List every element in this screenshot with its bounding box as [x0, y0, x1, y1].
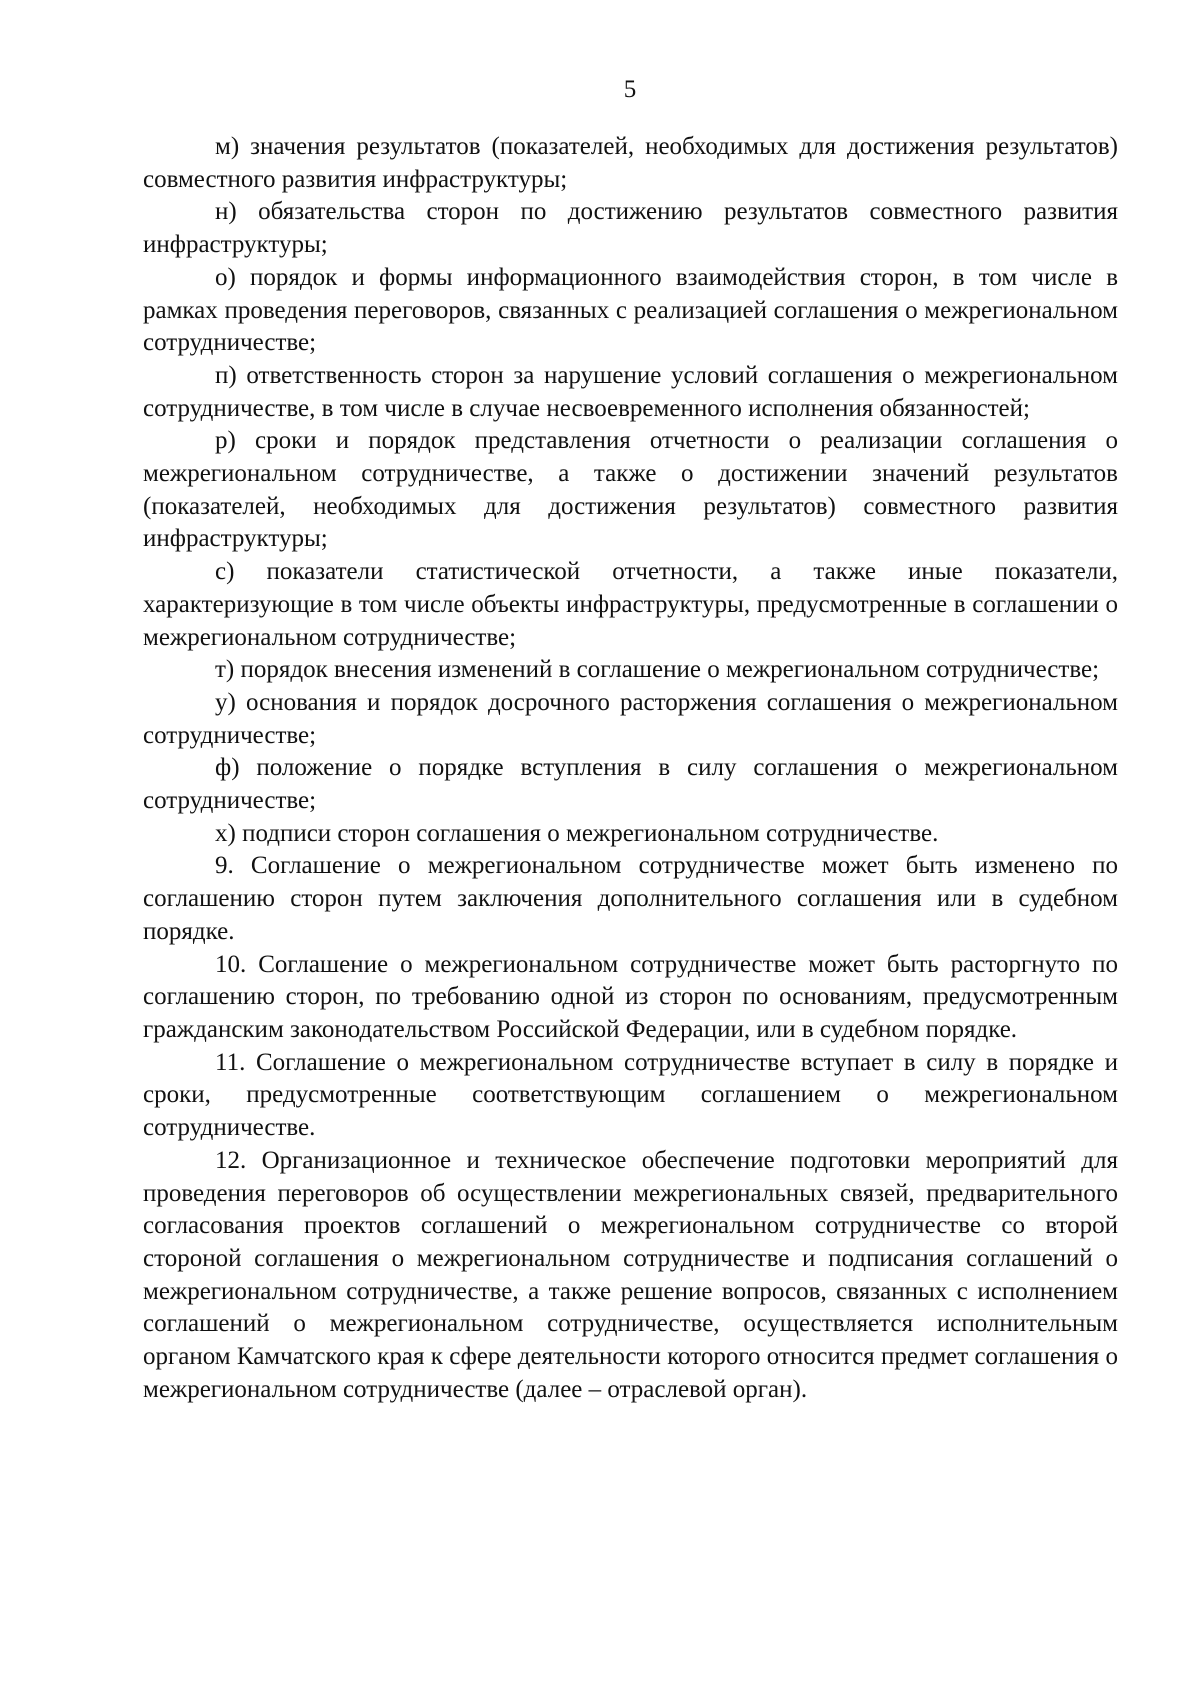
paragraph-t: т) порядок внесения изменений в соглашение о межрегиональном сотрудничестве;: [215, 656, 1100, 684]
paragraph-n: н) обязательства сторон по достижению результатов совместного развития инфраструктуры;: [143, 198, 1118, 259]
clause-9: 9. Соглашение о межрегиональном сотрудничестве может быть изменено по соглашению сторон путем заключения дополнительного соглашения или в судебном порядке.: [143, 852, 1118, 945]
paragraph-m: м) значения результатов (показателей, необходимых для достижения результатов) совместного развития инфраструктуры;: [143, 133, 1118, 193]
document-body: [143, 131, 1118, 1406]
paragraph-u: у) основания и порядок досрочного расторжения соглашения о межрегиональном сотрудничестве;: [143, 688, 1118, 749]
paragraph-f: ф) положение о порядке вступления в силу соглашения о межрегиональном сотрудничестве;: [143, 754, 1118, 815]
paragraph-s: с) показатели статистической отчетности, а также иные показатели, характеризующие в том числе объекты инфраструктуры, предусмотренные в соглашении о межрегиональном сотрудничестве;: [143, 558, 1118, 651]
clause-10: 10. Соглашение о межрегиональном сотрудничестве может быть расторгнуто по соглашению сторон, по требованию одной из сторон по основаниям, предусмотренным гражданским законодательством Российской Федерации, или в судебном порядке.: [143, 950, 1118, 1043]
paragraph-p: п) ответственность сторон за нарушение условий соглашения о межрегиональном сотрудничестве, в том числе в случае несвоевременного исполнения обязанностей;: [143, 361, 1118, 422]
paragraph-r: р) сроки и порядок представления отчетности о реализации соглашения о межрегиональном сотрудничестве, а также о достижении значений результатов (показателей, необходимых для достижения результатов) совместного развития инфраструктуры;: [143, 427, 1118, 553]
paragraph-o: о) порядок и формы информационного взаимодействия сторон, в том числе в рамках проведения переговоров, связанных с реализацией соглашения о межрегиональном сотрудничестве;: [143, 263, 1118, 357]
paragraph-kh: х) подписи сторон соглашения о межрегиональном сотрудничестве.: [215, 819, 939, 847]
page-number: 5: [623, 76, 637, 103]
clause-12: 12. Организационное и техническое обеспечение подготовки мероприятий для проведения переговоров об осуществлении межрегиональных связей, предварительного согласования проектов соглашений о межрегиональном сотрудничестве со второй стороной соглашения о межрегиональном сотрудничестве и подписания соглашений о межрегиональном сотрудничестве, а также решение вопросов, связанных с исполнением соглашений о межрегиональном сотрудничестве, осуществляется исполнительным органом Камчатского края к сфере деятельности которого относится предмет соглашения о межрегиональном сотрудничестве (далее – отраслевой орган).: [143, 1146, 1118, 1403]
clause-11: 11. Соглашение о межрегиональном сотрудничестве вступает в силу в порядке и сроки, предусмотренные соответствующим соглашением о межрегиональном сотрудничестве.: [143, 1048, 1118, 1142]
